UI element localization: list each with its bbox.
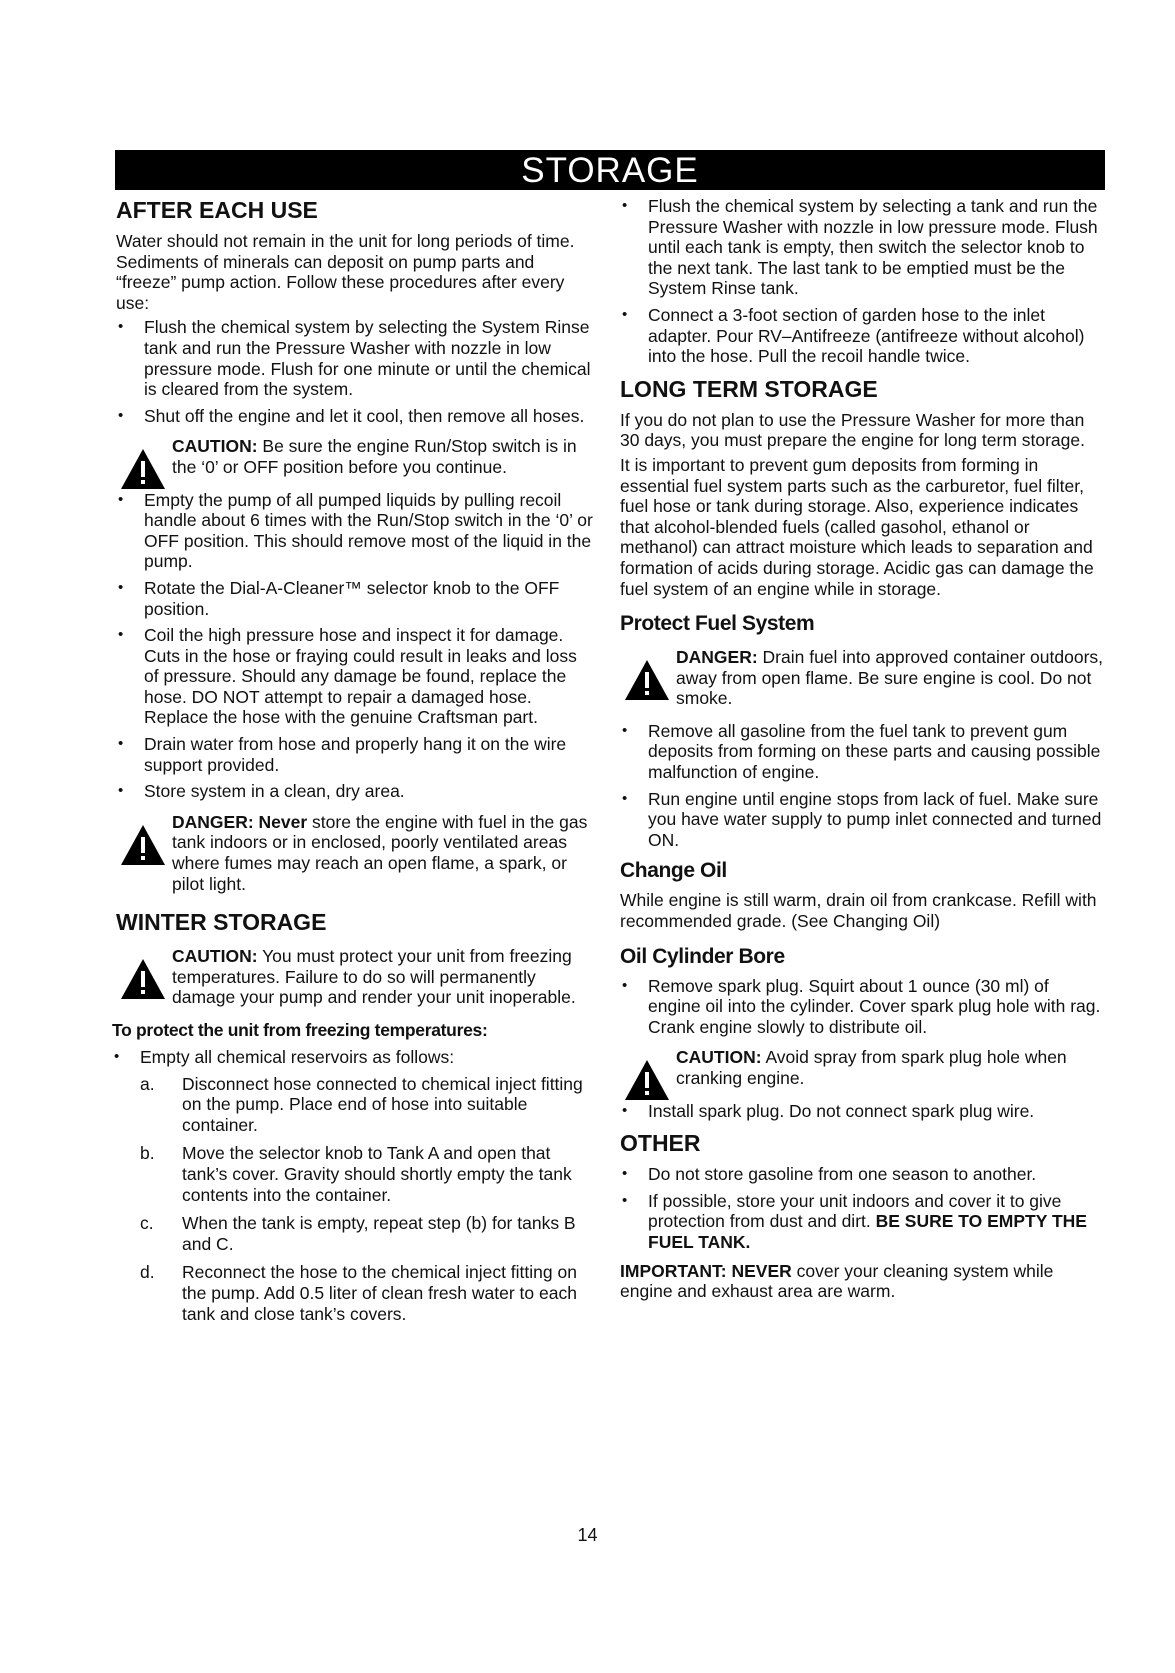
list-item: • Empty all chemical reservoirs as follows: (112, 1047, 594, 1068)
warning-triangle-icon (624, 1059, 670, 1101)
list-item: • Rotate the Dial-A-Cleaner™ selector knob to the OFF position. (116, 578, 594, 619)
after-use-bullets-a (116, 317, 594, 426)
change-oil-text: While engine is still warm, drain oil from crankcase. Refill with recommended grade. (See Changing Oil) (620, 890, 1097, 932)
warning-triangle-icon (120, 958, 166, 1000)
important-label: IMPORTANT: NEVER (620, 1260, 792, 1281)
step-text: Move the selector knob to Tank A and open that tank’s cover. Gravity should shortly empty the tank contents into the container. (182, 1143, 572, 1205)
caution-notice-freezing (116, 946, 594, 1008)
long-term-paragraph-1: If you do not plan to use the Pressure Washer for more than 30 days, you must prepare the engine for long term storage. (620, 409, 1085, 451)
danger-notice-fuel-indoors (116, 812, 594, 894)
danger-text: store the engine with fuel in the gas tank indoors or in enclosed, poorly ventilated areas where fumes may reach an open flame, a spark, or pilot light. (172, 811, 588, 894)
caution-label: CAUTION: (172, 946, 258, 967)
danger-label: DANGER: Never (172, 811, 308, 832)
step-item (116, 1262, 594, 1324)
step-letter: a. (140, 1073, 155, 1094)
step-item (116, 1074, 594, 1136)
important-text: cover your cleaning system while engine and exhaust area are warm. (620, 1260, 1054, 1302)
right-column (620, 196, 1106, 1306)
list-item: • Drain water from hose and properly hang it on the wire support provided. (116, 734, 594, 775)
fuel-bullets (620, 721, 1106, 851)
after-each-use-heading: AFTER EACH USE (116, 197, 318, 223)
bore-bullets (620, 976, 1106, 1038)
emptying-steps (116, 1074, 594, 1325)
caution-text: Be sure the engine Run/Stop switch is in the ‘0’ or OFF position before you continue. (172, 436, 577, 477)
list-item: • Do not store gasoline from one season to another. (620, 1164, 1106, 1185)
long-term-storage-heading: LONG TERM STORAGE (620, 375, 878, 402)
list-item: • Remove all gasoline from the fuel tank to prevent gum deposits from forming on these parts and causing possible malfunction of engine. (620, 721, 1106, 783)
step-letter: d. (140, 1262, 155, 1283)
list-item: • Flush the chemical system by selecting the System Rinse tank and run the Pressure Washer with nozzle in low pressure mode. Flush for one minute or until the chemical is cleared from the system. (116, 317, 594, 399)
step-item (116, 1213, 594, 1254)
list-item: • Store system in a clean, dry area. (116, 781, 594, 802)
list-item: • Connect a 3-foot section of garden hose to the inlet adapter. Pour RV–Antifreeze (antifreeze without alcohol) into the hose. Pull the recoil handle twice. (620, 305, 1106, 367)
list-item: • Coil the high pressure hose and inspect it for damage. Cuts in the hose or fraying could result in leaks and loss of pressure. Should any damage be found, replace the hose. DO NOT attempt to repair a damaged hose. Replace the hose with the genuine Craftsman part. (116, 625, 594, 728)
step-letter: b. (140, 1143, 155, 1164)
protect-bullets (112, 1047, 594, 1068)
bore-bullets-2 (620, 1101, 1106, 1122)
list-item: • Shut off the engine and let it cool, then remove all hoses. (116, 406, 594, 427)
step-text: When the tank is empty, repeat step (b) for tanks B and C. (182, 1213, 576, 1254)
empty-fuel-tank-emphasis: BE SURE TO EMPTY THE FUEL TANK. (648, 1211, 1087, 1252)
list-item: • Install spark plug. Do not connect spark plug wire. (620, 1101, 1106, 1122)
winter-continued-bullets (620, 196, 1106, 367)
winter-storage-heading: WINTER STORAGE (116, 909, 327, 936)
after-each-use-intro: Water should not remain in the unit for long periods of time. Sediments of minerals can deposit on pump parts and “freeze” pump action. Follow these procedures after every use: (116, 231, 575, 313)
list-item: • Flush the chemical system by selecting a tank and run the Pressure Washer with nozzle in low pressure mode. Flush until each tank is empty, then switch the selector knob to the next tank. The last tank to be emptied must be the System Rinse tank. (620, 196, 1106, 299)
caution-text: You must protect your unit from freezing temperatures. Failure to do so will permanently damage your pump and render your unit inoperable. (172, 946, 576, 1008)
other-bullets (620, 1164, 1106, 1252)
warning-triangle-icon (120, 824, 166, 866)
list-item: • Run engine until engine stops from lack of fuel. Make sure you have water supply to pump inlet connected and turned ON. (620, 789, 1106, 851)
left-column (112, 196, 594, 1332)
list-item: • Empty the pump of all pumped liquids by pulling recoil handle about 6 times with the Run/Stop switch in the ‘0’ or OFF position. This should remove most of the liquid in the pump. (116, 490, 594, 572)
important-notice (620, 1261, 1106, 1302)
long-term-paragraph-2: It is important to prevent gum deposits from forming in essential fuel system parts such as the carburetor, fuel filter, fuel hose or tank during storage. Also, experience indicates that alcohol-blended fuels (called gasohol, ethanol or methanol) can attract moisture which leads to separation and formation of acids during storage. Acidic gas can damage the fuel system of an engine while in storage. (620, 454, 1094, 599)
other-bullet-text: If possible, store your unit indoors and cover it to give protection from dust and dirt. (648, 1190, 1062, 1232)
caution-notice-run-stop (116, 436, 594, 477)
page-number: 14 (577, 1525, 598, 1545)
list-item (620, 1191, 1106, 1253)
step-text: Disconnect hose connected to chemical inject fitting on the pump. Place end of hose into suitable container. (182, 1073, 583, 1135)
warning-triangle-icon (624, 659, 670, 701)
danger-label: DANGER: (676, 647, 758, 668)
danger-text: Drain fuel into approved container outdoors, away from open flame. Be sure engine is cool. Do not smoke. (676, 647, 1104, 709)
other-heading: OTHER (620, 1130, 701, 1157)
caution-label: CAUTION: (172, 436, 258, 457)
step-item (116, 1143, 594, 1205)
section-banner: STORAGE (115, 150, 1105, 190)
step-letter: c. (140, 1213, 154, 1234)
danger-notice-drain-fuel (620, 647, 1106, 709)
protect-freezing-subheading: To protect the unit from freezing temperatures: (112, 1020, 488, 1040)
change-oil-heading: Change Oil (620, 859, 727, 883)
caution-notice-spark-plug (620, 1047, 1106, 1088)
caution-label: CAUTION: (676, 1047, 762, 1068)
protect-fuel-system-heading: Protect Fuel System (620, 612, 815, 636)
list-item: • Remove spark plug. Squirt about 1 ounce (30 ml) of engine oil into the cylinder. Cover spark plug hole with rag. Crank engine slowly to distribute oil. (620, 976, 1106, 1038)
after-use-bullets-b (116, 490, 594, 802)
oil-cylinder-bore-heading: Oil Cylinder Bore (620, 944, 785, 968)
step-text: Reconnect the hose to the chemical inject fitting on the pump. Add 0.5 liter of clean fresh water to each tank and close tank’s covers. (182, 1262, 577, 1324)
warning-triangle-icon (120, 448, 166, 490)
caution-text: Avoid spray from spark plug hole when cranking engine. (676, 1047, 1067, 1088)
